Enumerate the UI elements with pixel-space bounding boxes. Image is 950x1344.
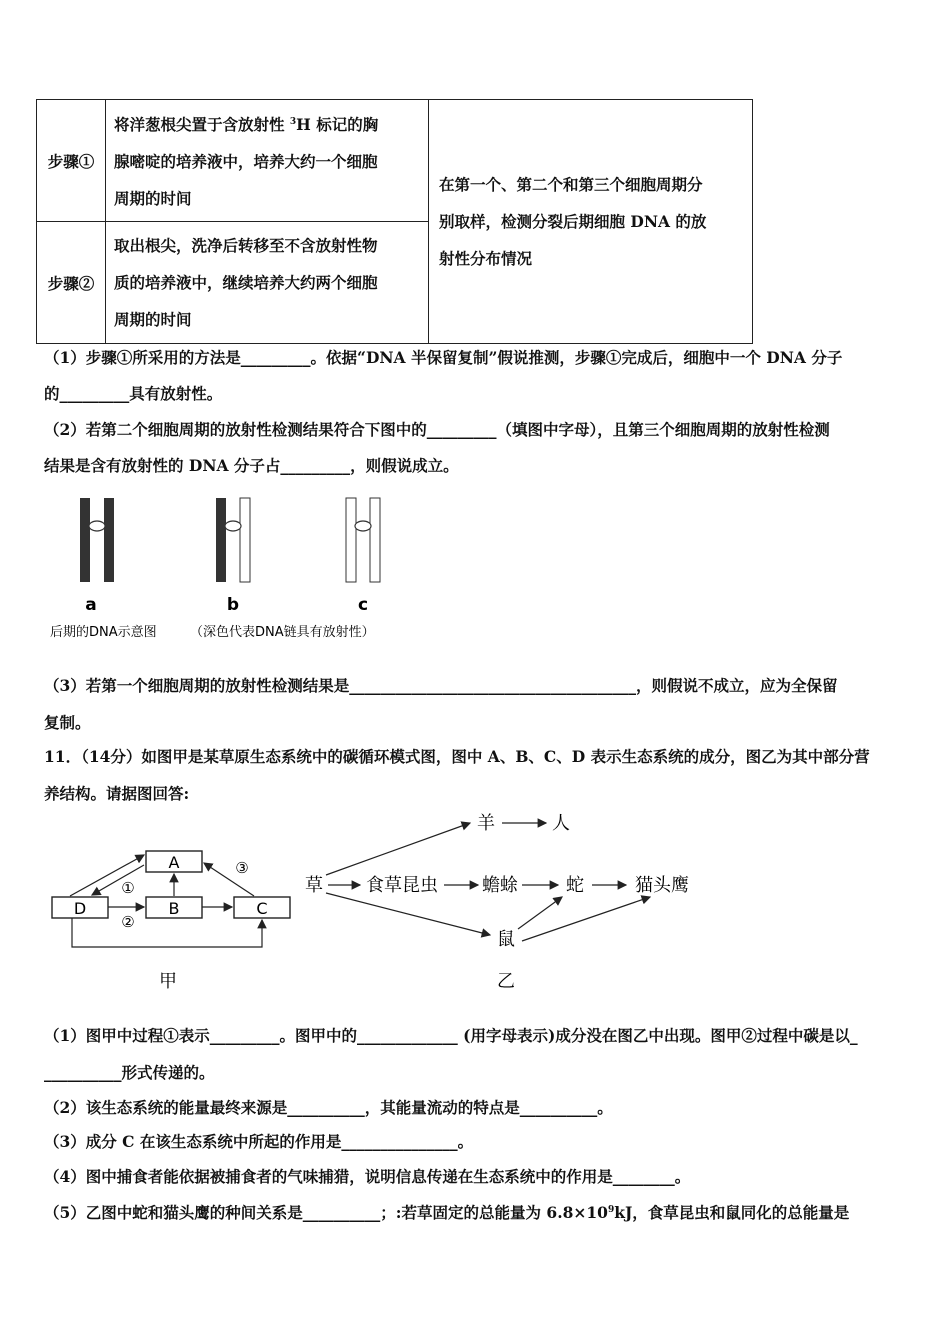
q11-part1-line1: （1）图甲中过程①表示_________。图甲中的_____________ (用字母表示)成分没在图乙中出现。图甲②过程中碳是以_	[44, 1026, 858, 1045]
shared-detection-desc: 在第一个、第二个和第三个细胞周期分 别取样，检测分裂后期细胞 DNA 的放 射性分布情况	[429, 100, 753, 344]
organism-insect: 食草昆虫	[366, 875, 438, 896]
q11-part5: （5）乙图中蛇和猫头鹰的种间关系是__________；:若草固定的总能量为 $6.8\times 10^9kJ$，食草昆虫和鼠同化的总能量是	[44, 1203, 850, 1223]
dna-label-a: a	[85, 595, 97, 615]
node-a-label: A	[168, 853, 180, 872]
organism-mouse: 鼠	[497, 929, 515, 950]
node-c-label: C	[256, 899, 268, 918]
q11-part4: （4）图中捕食者能依据被捕食者的气味捕猎，说明信息传递在生态系统中的作用是________。	[44, 1167, 691, 1186]
diagram-jia-caption: 甲	[159, 971, 177, 992]
dna-a-icon	[80, 498, 114, 582]
organism-owl: 猫头鹰	[635, 875, 689, 896]
organism-sheep: 羊	[477, 813, 495, 834]
q11-part1-line2: __________形式传递的。	[44, 1063, 215, 1082]
dna-caption-left: 后期的DNA示意图	[50, 625, 157, 640]
q11-part3: （3）成分 C 在该生态系统中所起的作用是_______________。	[44, 1132, 474, 1151]
step-2-label: 步骤②	[37, 222, 106, 344]
dna-b-icon	[216, 498, 250, 582]
step-1-label: 步骤①	[37, 100, 106, 222]
node-d-label: D	[73, 899, 87, 918]
dna-label-b: b	[226, 595, 240, 615]
q11-intro-line1: 11．（14分）如图甲是某草原生态系统中的碳循环模式图，图中 A、B、C、D 表示生态系统的成分，图乙为其中部分营	[44, 747, 870, 766]
node-b-label: B	[168, 899, 180, 918]
q10-part3-line1: （3）若第一个细胞周期的放射性检测结果是_____________________________________，则假说不成立，应为全保留	[44, 676, 838, 695]
step-2-desc: 取出根尖，洗净后转移至不含放射性物 质的培养液中，继续培养大约两个细胞 周期的时间	[106, 222, 429, 344]
process-1-mark: ①	[121, 879, 135, 897]
dna-label-c: c	[357, 595, 369, 615]
q10-part2-line1: （2）若第二个细胞周期的放射性检测结果符合下图中的_________（填图中字母），且第三个细胞周期的放射性检测	[44, 420, 830, 439]
organism-grass: 草	[305, 875, 323, 896]
organism-snake: 蛇	[566, 875, 584, 896]
dna-caption-right: （深色代表DNA链具有放射性）	[190, 625, 375, 640]
q10-part2-line2: 结果是含有放射性的 DNA 分子占_________，则假说成立。	[44, 456, 459, 475]
q11-part2: （2）该生态系统的能量最终来源是__________，其能量流动的特点是__________。	[44, 1098, 613, 1117]
diagram-yi-caption: 乙	[497, 971, 515, 992]
q11-intro-line2: 养结构。请据图回答:	[44, 784, 190, 803]
q10-part1-line1: （1）步骤①所采用的方法是_________。依据“DNA 半保留复制”假说推测，步骤①完成后，细胞中一个 DNA 分子	[44, 348, 843, 367]
carbon-cycle-diagram	[44, 815, 304, 995]
steps-table	[36, 99, 753, 344]
organism-human: 人	[552, 813, 570, 834]
q10-part3-line2: 复制。	[44, 713, 91, 732]
step-1-desc: 将洋葱根尖置于含放射性 $^3$H 标记的胸 腺嘧啶的培养液中，培养大约一个细胞 周期的时间	[106, 100, 429, 222]
process-2-mark: ②	[121, 913, 135, 931]
food-web-diagram	[300, 805, 720, 995]
q10-part1-line2: 的_________具有放射性。	[44, 384, 223, 403]
organism-toad: 蟾蜍	[482, 875, 518, 896]
process-3-mark: ③	[235, 859, 249, 877]
dna-figure	[44, 490, 414, 646]
dna-c-icon	[346, 498, 380, 582]
